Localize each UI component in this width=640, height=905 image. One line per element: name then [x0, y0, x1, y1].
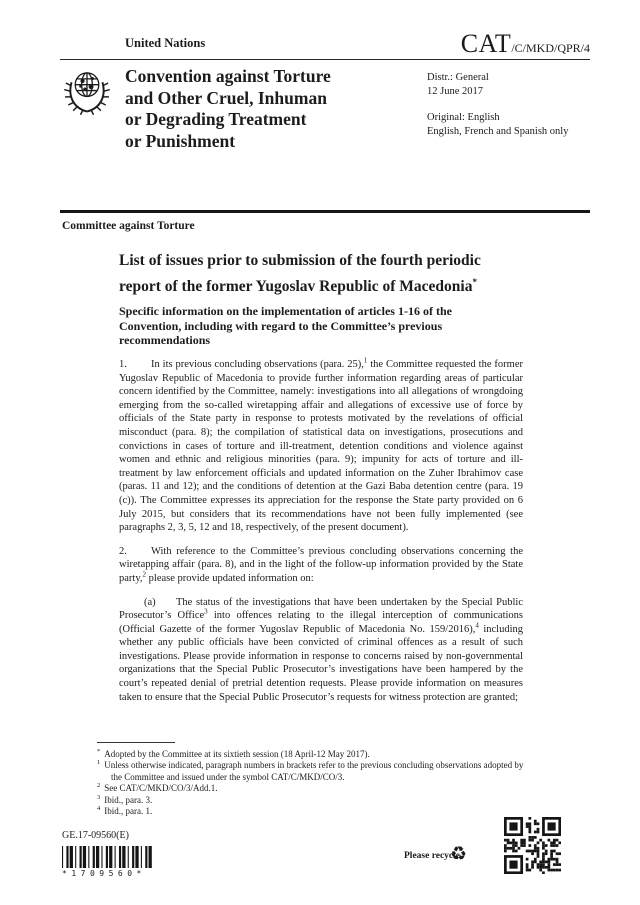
- document-subtitle: Specific information on the implementation of articles 1-16 of the Convention, including with regard to the Committee’s previous recommendations: [119, 304, 452, 348]
- barcode-digits: *1709560*: [62, 869, 146, 878]
- document-symbol-suffix: /C/MKD/QPR/4: [511, 41, 590, 55]
- footnote-separator: [97, 742, 175, 743]
- convention-title-line: or Punishment: [125, 130, 236, 151]
- distribution-line: Distr.: General: [427, 72, 489, 83]
- convention-title-line: Convention against Torture: [125, 66, 331, 86]
- section-divider: [60, 210, 590, 213]
- org-name: United Nations: [125, 36, 206, 50]
- original-language-line: Original: English: [427, 112, 500, 123]
- paragraph-2a: (a) The status of the investigations that have been undertaken by the Special Public Prosecutor’s Office$^3$ into offences relating to the illegal interception of communications (Official Gazette of the former Yugoslav Republic of Macedonia No. 159/2016),$^4$ including whether any public officials have been convicted of criminal offences as a result of such investigations. Please provide information in response to concerns raised by non-governmental organizations that the Special Public Prosecutor’s investigations have been hampered by the court’s repeated denial of pretrial detention requests. Please provide information on measures taken to ensure that the Special Public Prosecutor’s requests for witness protection are granted;: [119, 596, 523, 703]
- recycle-label: Please recycle: [404, 851, 460, 861]
- footnote-4: $^4$ Ibid., para. 1.: [97, 805, 153, 817]
- footnote-1: $^1$ Unless otherwise indicated, paragraph numbers in brackets refer to the previous concluding observations adopted by the Committee and issued under the symbol CAT/C/MKD/CO/3.: [97, 759, 524, 782]
- document-symbol-main: CAT: [460, 29, 512, 58]
- footnote-ref-1: 1: [363, 356, 368, 365]
- body-text: [119, 358, 523, 714]
- footnote-ref-4: 4: [475, 621, 479, 630]
- paragraph-2: 2. With reference to the Committee’s previous concluding observations concerning the wiretapping affair (para. 8), and in the light of the follow-up information provided by the State party,$^2$ please provide updated information on:: [119, 545, 523, 584]
- languages-line: English, French and Spanish only: [427, 125, 569, 137]
- qr-code-icon: [504, 817, 561, 879]
- paragraph-number: 1.: [119, 359, 127, 370]
- document-title-line1: List of issues prior to submission of the fourth periodic: [119, 252, 481, 269]
- un-emblem-svg: [61, 64, 113, 120]
- distribution-metadata: [427, 71, 568, 138]
- meta-spacer: [427, 98, 568, 111]
- ge-number: GE.17-09560(E): [62, 830, 129, 841]
- footnotes: [97, 749, 525, 817]
- qr-code-svg: [504, 817, 561, 874]
- un-emblem-icon: [61, 64, 113, 125]
- document-title: [119, 250, 539, 297]
- footnote-ref-3: 3: [204, 607, 208, 616]
- document-title-line2: report of the former Yugoslav Republic of Macedonia*: [119, 276, 477, 295]
- committee-name: Committee against Torture: [62, 220, 195, 232]
- document-symbol: [461, 29, 590, 59]
- convention-title-line: and Other Cruel, Inhuman: [125, 87, 327, 108]
- list-item-label: (a): [144, 596, 156, 608]
- footnote-asterisk: * Adopted by the Committee at its sixtieth session (18 April-12 May 2017).: [97, 748, 370, 759]
- date-line: 12 June 2017: [427, 85, 483, 97]
- barcode-bars: [62, 846, 154, 868]
- paragraph-number: 2.: [119, 545, 127, 557]
- paragraph-1: 1. In its previous concluding observations (para. 25),$^1$ the Committee requested the former Yugoslav Republic of Macedonia to provide further information regarding areas of particular concern identified by the Committee, namely: investigations into all allegations of wrongdoing emerging from the so-called wiretapping affair and allegations of excessive use of force by officials of the State party in response to protests motivated by the revelations of official misconduct (para. 8); the compilation of statistical data on investigations, prosecutions and convictions in cases of torture and ill-treatment, detention conditions and violence against women and ethnic and religious minorities (para. 9); impunity for acts of torture and ill-treatment by law enforcement officials and updated information on the Zuher Ibrahimov case (paras. 11 and 12); and the conditions of detention at the Gazi Baba detention centre (para. 19 (c)). The Committee expresses its appreciation for the response the State party provided on 6 July 2015, but considers that its recommendations have not been fully implemented (see paragraphs 2, 3, 5, 12 and 18, respectively, of the present document).: [119, 356, 523, 534]
- recycle-icon: ♻: [450, 843, 468, 865]
- footnote-3: $^3$ Ibid., para. 3.: [97, 793, 153, 805]
- title-footnote-marker: *: [472, 276, 477, 287]
- header-divider: [60, 59, 590, 60]
- convention-title-line: or Degrading Treatment: [125, 109, 307, 129]
- footnote-ref-2: 2: [142, 570, 147, 579]
- convention-title: [125, 66, 331, 152]
- footnote-2: $^2$ See CAT/C/MKD/CO/3/Add.1.: [97, 782, 218, 794]
